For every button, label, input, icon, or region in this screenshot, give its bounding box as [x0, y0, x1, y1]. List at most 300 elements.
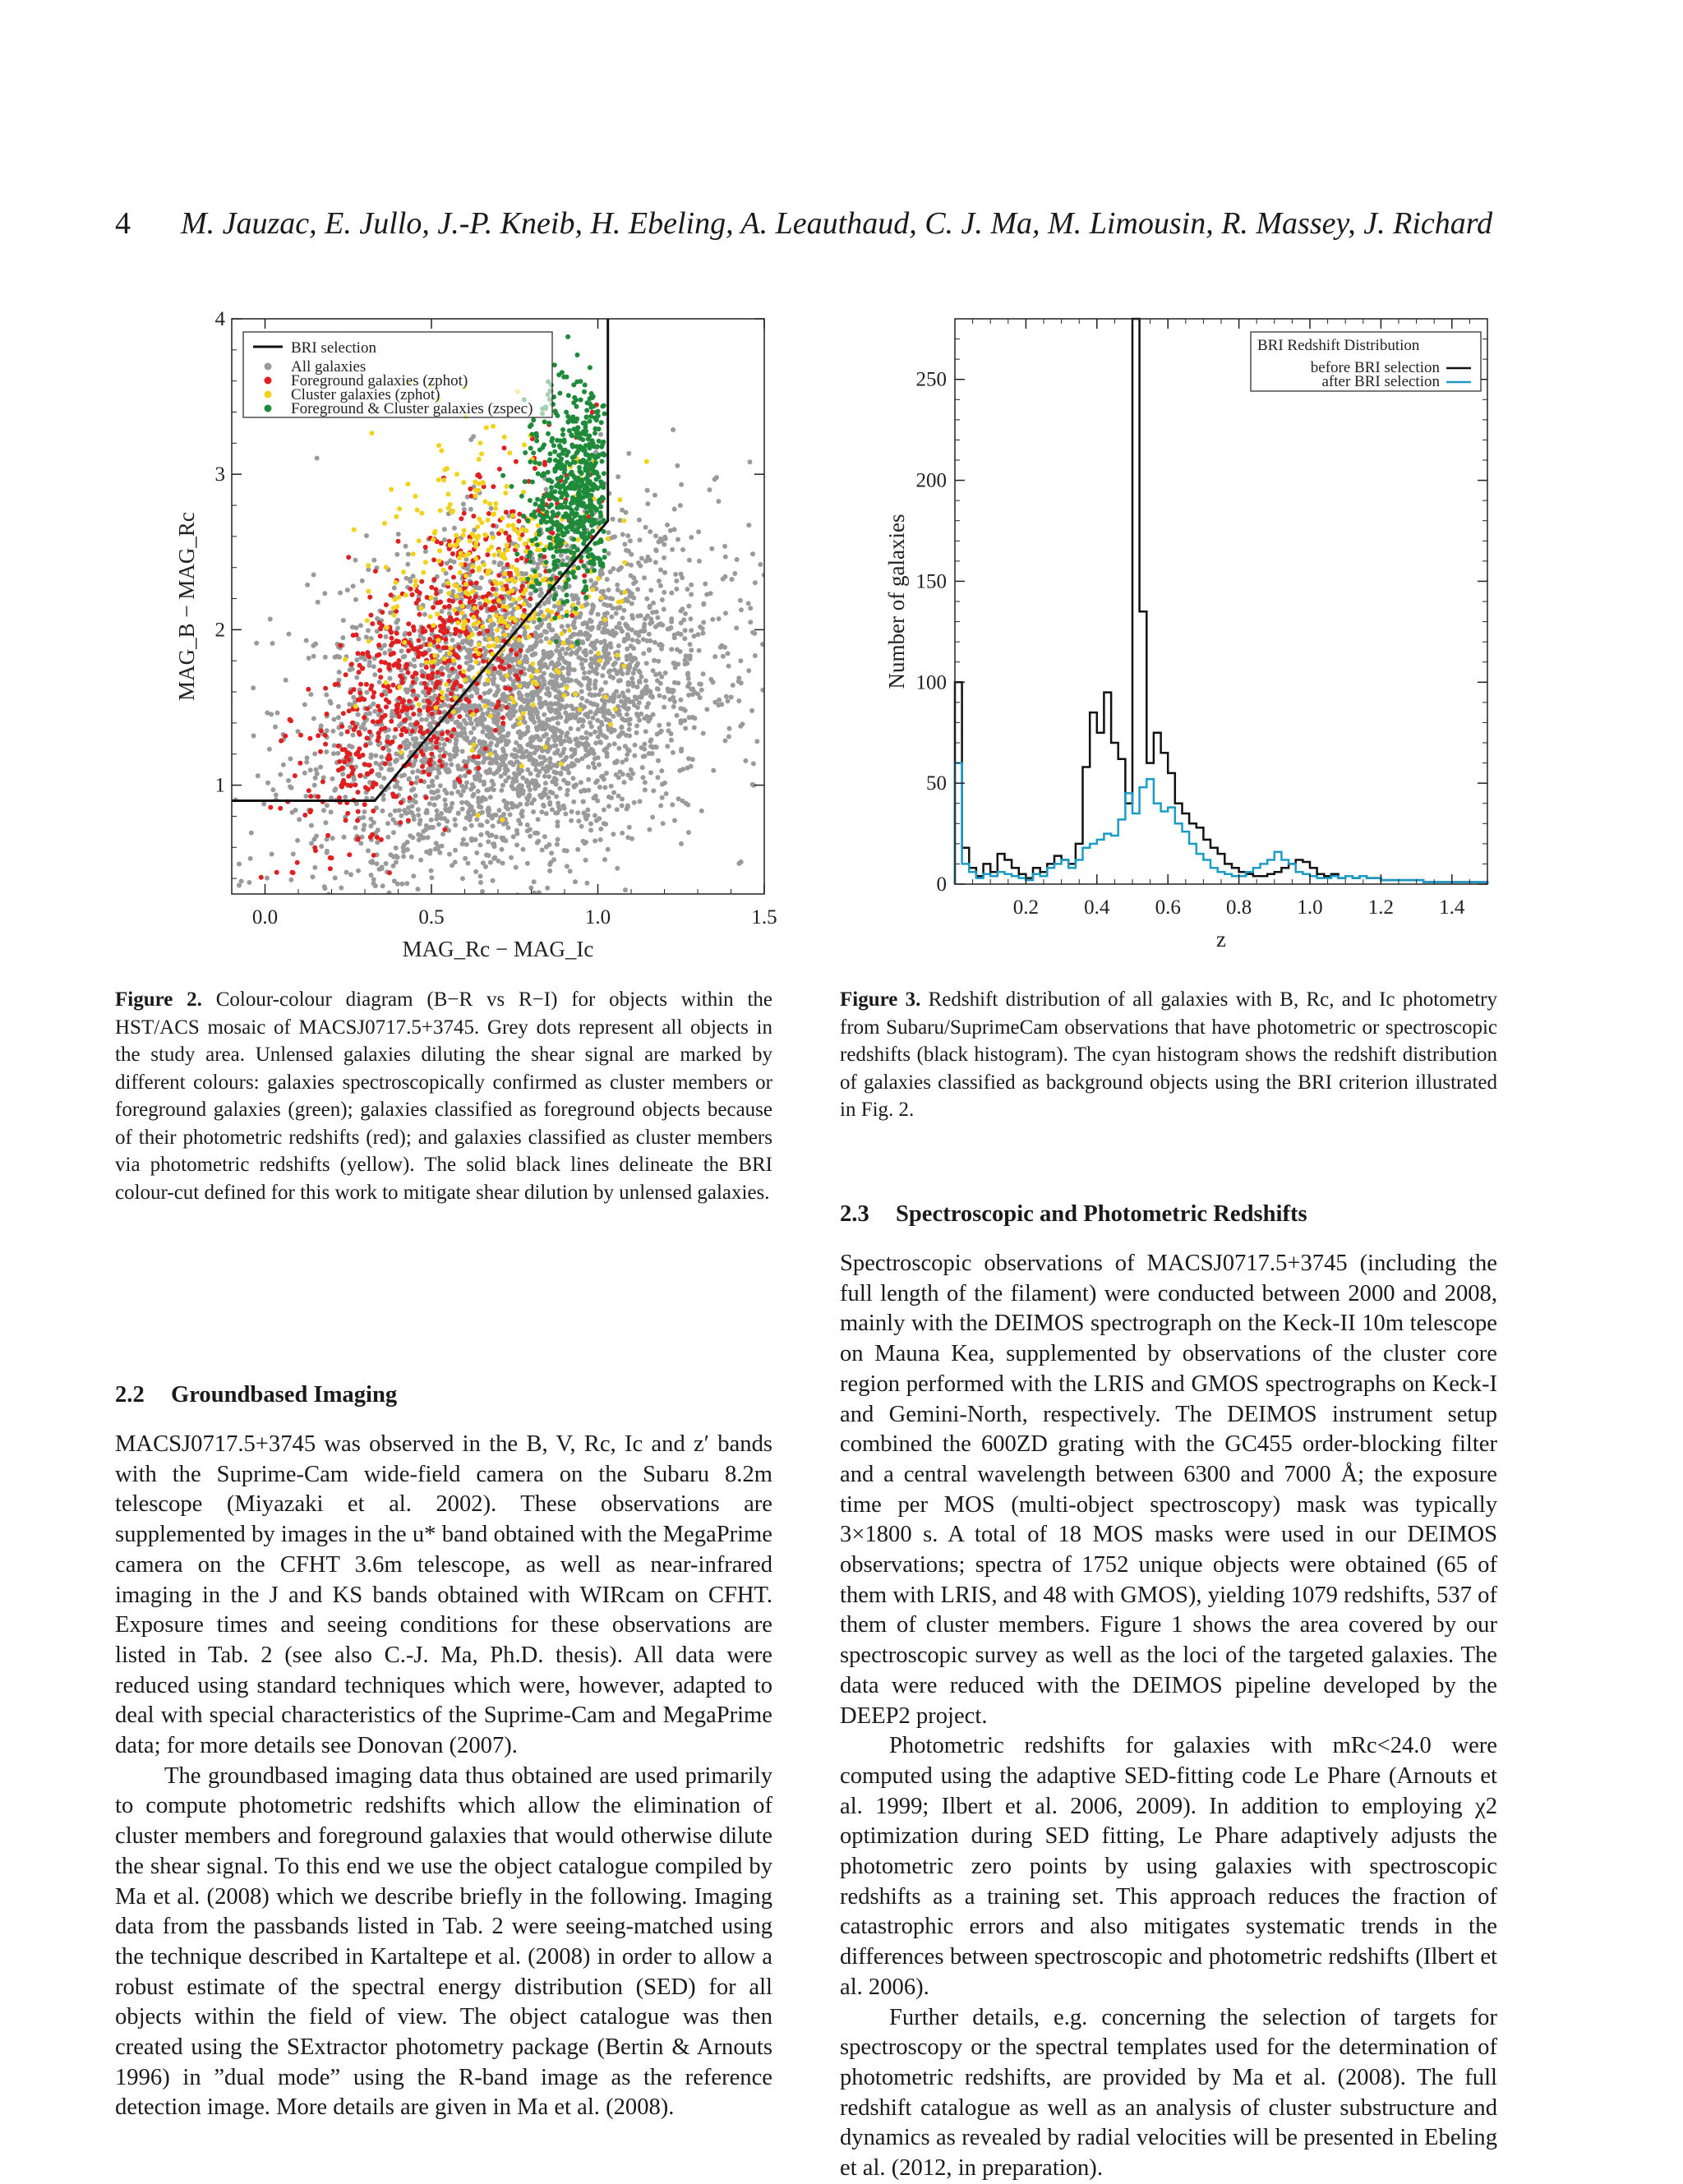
point-foreground [582, 574, 587, 578]
point-spec [579, 398, 583, 403]
point-all-galaxies [609, 615, 614, 620]
point-all-galaxies [514, 740, 519, 745]
point-spec [587, 492, 592, 497]
point-all-galaxies [375, 772, 380, 777]
point-all-galaxies [580, 666, 585, 670]
point-foreground [414, 601, 419, 606]
point-spec [574, 506, 579, 511]
point-cluster [535, 669, 540, 674]
point-all-galaxies [519, 643, 524, 648]
point-spec [549, 485, 554, 490]
point-all-galaxies [640, 765, 645, 770]
point-all-galaxies [460, 703, 465, 708]
point-all-galaxies [451, 905, 456, 910]
point-all-galaxies [497, 767, 502, 772]
point-all-galaxies [775, 634, 780, 639]
point-all-galaxies [453, 822, 458, 827]
point-all-galaxies [288, 878, 293, 882]
point-foreground [496, 657, 501, 661]
point-all-galaxies [519, 786, 523, 790]
point-all-galaxies [560, 766, 565, 771]
point-all-galaxies [388, 852, 393, 857]
point-foreground [407, 631, 412, 636]
point-all-galaxies [699, 688, 704, 693]
point-foreground [319, 729, 324, 734]
point-cluster [389, 487, 394, 492]
point-all-galaxies [416, 887, 421, 892]
point-all-galaxies [440, 666, 445, 670]
point-foreground [297, 761, 302, 766]
point-foreground [344, 755, 349, 760]
point-all-galaxies [491, 681, 496, 686]
point-spec [600, 459, 605, 464]
point-all-galaxies [606, 587, 611, 592]
point-all-galaxies [514, 832, 519, 836]
point-all-galaxies [743, 758, 748, 763]
point-cluster [459, 562, 463, 567]
point-all-galaxies [339, 731, 344, 736]
point-all-galaxies [473, 869, 478, 874]
point-spec [577, 447, 582, 452]
point-spec [587, 434, 592, 439]
point-foreground [430, 675, 435, 680]
point-all-galaxies [523, 654, 528, 659]
point-foreground [307, 736, 312, 741]
point-spec [552, 362, 557, 367]
point-foreground [306, 687, 311, 692]
point-all-galaxies [555, 750, 560, 755]
point-all-galaxies [588, 662, 593, 667]
point-all-galaxies [423, 748, 428, 753]
point-all-galaxies [307, 656, 311, 661]
point-foreground [398, 820, 403, 825]
point-all-galaxies [314, 919, 319, 924]
point-all-galaxies [519, 707, 524, 712]
point-all-galaxies [390, 714, 394, 719]
point-all-galaxies [508, 905, 513, 910]
point-all-galaxies [551, 857, 556, 862]
point-all-galaxies [525, 684, 530, 689]
point-all-galaxies [372, 709, 377, 714]
point-foreground [293, 773, 297, 778]
point-all-galaxies [453, 817, 458, 822]
point-all-galaxies [350, 624, 355, 629]
point-all-galaxies [608, 596, 613, 601]
point-cluster [535, 547, 540, 552]
point-spec [547, 569, 552, 574]
point-all-galaxies [557, 786, 562, 791]
point-spec [542, 547, 546, 552]
point-cluster [477, 517, 482, 522]
point-foreground [363, 743, 368, 748]
point-spec [599, 420, 604, 425]
point-all-galaxies [676, 537, 680, 542]
point-all-galaxies [574, 758, 579, 763]
point-foreground [445, 730, 450, 735]
point-spec [554, 536, 559, 541]
point-all-galaxies [672, 818, 677, 823]
point-cluster [482, 500, 487, 505]
point-all-galaxies [602, 785, 607, 790]
point-all-galaxies [688, 616, 693, 621]
point-cluster [562, 693, 567, 698]
point-all-galaxies [286, 778, 291, 783]
point-foreground [378, 626, 383, 631]
point-all-galaxies [528, 916, 533, 921]
point-cluster [394, 580, 399, 585]
point-foreground [367, 763, 372, 767]
point-all-galaxies [303, 794, 308, 799]
point-foreground [347, 708, 352, 713]
point-all-galaxies [593, 679, 598, 684]
point-all-galaxies [609, 645, 614, 650]
point-foreground [371, 853, 376, 858]
point-all-galaxies [625, 533, 630, 538]
point-cluster [473, 480, 477, 485]
point-spec [534, 439, 539, 444]
point-all-galaxies [598, 432, 603, 437]
point-foreground [417, 638, 422, 643]
point-all-galaxies [471, 809, 476, 813]
point-foreground [356, 836, 361, 841]
point-all-galaxies [308, 692, 313, 697]
point-foreground [328, 855, 333, 860]
point-all-galaxies [606, 670, 611, 675]
point-foreground [367, 730, 372, 735]
point-all-galaxies [563, 915, 568, 919]
point-foreground [325, 833, 330, 838]
point-all-galaxies [568, 726, 573, 731]
point-all-galaxies [270, 641, 275, 646]
point-all-galaxies [544, 487, 549, 492]
point-foreground [462, 511, 467, 516]
point-foreground [323, 733, 328, 738]
point-all-galaxies [430, 779, 435, 784]
point-all-galaxies [371, 664, 376, 669]
point-foreground [422, 769, 427, 774]
point-cluster [487, 637, 492, 642]
point-cluster [522, 442, 527, 447]
point-all-galaxies [593, 838, 597, 843]
point-all-galaxies [468, 658, 473, 663]
point-spec [553, 592, 558, 597]
point-all-galaxies [674, 578, 679, 583]
point-foreground [368, 687, 373, 692]
point-all-galaxies [596, 755, 601, 760]
point-all-galaxies [477, 920, 482, 925]
point-all-galaxies [351, 583, 356, 588]
point-all-galaxies [469, 823, 474, 828]
point-all-galaxies [630, 616, 635, 621]
point-all-galaxies [405, 847, 410, 852]
point-all-galaxies [213, 755, 218, 760]
point-cluster [442, 657, 447, 661]
point-all-galaxies [588, 578, 593, 583]
point-foreground [399, 800, 403, 805]
point-foreground [457, 714, 462, 719]
point-foreground [362, 802, 367, 807]
point-all-galaxies [569, 809, 574, 814]
point-foreground [509, 647, 514, 652]
point-all-galaxies [376, 924, 381, 929]
point-cluster [507, 450, 512, 455]
point-foreground [447, 598, 452, 603]
point-all-galaxies [748, 459, 753, 464]
point-foreground [396, 665, 401, 670]
point-cluster [382, 521, 387, 526]
point-cluster [476, 533, 481, 538]
point-foreground [418, 725, 423, 730]
point-cluster [392, 613, 397, 618]
point-cluster [431, 623, 436, 628]
point-all-galaxies [722, 544, 727, 549]
point-foreground [411, 712, 416, 716]
point-foreground [407, 698, 412, 703]
point-all-galaxies [576, 818, 581, 823]
point-all-galaxies [748, 620, 753, 624]
point-all-galaxies [452, 783, 457, 788]
point-all-galaxies [333, 876, 338, 881]
point-cluster [565, 685, 569, 690]
point-all-galaxies [739, 680, 744, 685]
point-foreground [500, 721, 505, 726]
point-all-galaxies [729, 695, 734, 700]
point-all-galaxies [597, 763, 602, 767]
point-all-galaxies [488, 624, 493, 629]
point-all-galaxies [499, 739, 504, 744]
point-foreground [302, 813, 307, 818]
point-all-galaxies [660, 623, 665, 628]
point-foreground [418, 749, 423, 754]
point-all-galaxies [683, 628, 688, 633]
point-all-galaxies [630, 638, 635, 643]
point-spec [576, 565, 581, 570]
point-all-galaxies [685, 661, 689, 666]
point-foreground [346, 555, 351, 560]
point-cluster [510, 564, 515, 569]
point-all-galaxies [570, 633, 575, 638]
point-all-galaxies [546, 737, 551, 742]
point-foreground [452, 652, 457, 657]
point-spec [567, 428, 572, 433]
point-all-galaxies [473, 898, 478, 903]
point-all-galaxies [361, 827, 366, 832]
point-foreground [362, 762, 367, 767]
point-all-galaxies [472, 703, 477, 708]
point-all-galaxies [567, 712, 572, 717]
point-all-galaxies [587, 682, 592, 687]
point-all-galaxies [601, 733, 606, 738]
point-all-galaxies [509, 855, 514, 860]
point-all-galaxies [373, 883, 378, 888]
point-all-galaxies [620, 831, 625, 836]
point-all-galaxies [545, 886, 550, 891]
point-all-galaxies [620, 508, 625, 513]
point-all-galaxies [611, 606, 616, 611]
point-cluster [486, 569, 491, 574]
point-all-galaxies [739, 859, 744, 864]
point-all-galaxies [403, 811, 408, 816]
point-cluster [517, 721, 522, 726]
point-all-galaxies [233, 897, 238, 902]
point-foreground [437, 680, 442, 685]
point-all-galaxies [644, 597, 649, 601]
point-spec [546, 470, 551, 475]
point-all-galaxies [417, 837, 422, 842]
point-all-galaxies [671, 427, 676, 432]
point-foreground [459, 516, 463, 521]
point-foreground [394, 631, 399, 636]
point-all-galaxies [464, 655, 469, 660]
point-all-galaxies [529, 801, 534, 806]
colour-colour-diagram [164, 304, 789, 961]
point-all-galaxies [371, 877, 376, 882]
point-foreground [413, 721, 418, 726]
point-all-galaxies [542, 834, 547, 839]
point-foreground [366, 772, 371, 776]
point-foreground [355, 750, 360, 755]
point-all-galaxies [480, 810, 485, 815]
point-spec [547, 458, 552, 463]
point-all-galaxies [571, 799, 576, 804]
point-all-galaxies [251, 734, 256, 739]
running-header [115, 205, 1561, 247]
point-cluster [470, 748, 475, 753]
point-foreground [328, 866, 333, 871]
point-all-galaxies [478, 873, 483, 878]
point-cluster [436, 443, 441, 448]
point-all-galaxies [544, 629, 549, 634]
point-foreground [333, 682, 338, 687]
point-all-galaxies [671, 750, 676, 755]
point-all-galaxies [735, 557, 740, 562]
point-all-galaxies [543, 787, 548, 792]
point-cluster [541, 614, 546, 619]
point-cluster [446, 591, 451, 596]
point-all-galaxies [670, 802, 675, 807]
point-all-galaxies [579, 780, 583, 785]
point-all-galaxies [340, 635, 345, 640]
point-all-galaxies [591, 645, 596, 650]
point-all-galaxies [526, 706, 531, 711]
point-all-galaxies [605, 660, 610, 665]
point-all-galaxies [681, 707, 686, 712]
point-all-galaxies [430, 746, 435, 751]
point-spec [585, 504, 590, 509]
point-all-galaxies [671, 688, 676, 693]
point-cluster [427, 643, 432, 647]
point-all-galaxies [528, 834, 533, 839]
point-all-galaxies [321, 808, 326, 813]
point-cluster [461, 669, 466, 674]
point-all-galaxies [602, 808, 606, 813]
point-foreground [391, 663, 396, 668]
point-all-galaxies [431, 825, 436, 830]
point-foreground [431, 639, 436, 644]
point-all-galaxies [638, 799, 643, 804]
point-all-galaxies [528, 772, 533, 776]
point-all-galaxies [629, 574, 634, 578]
point-all-galaxies [499, 788, 504, 793]
point-foreground [360, 652, 365, 657]
point-all-galaxies [270, 787, 275, 792]
point-all-galaxies [219, 712, 224, 716]
point-cluster [436, 477, 441, 482]
point-all-galaxies [454, 741, 459, 746]
point-all-galaxies [620, 797, 625, 802]
point-foreground [486, 511, 491, 516]
point-foreground [403, 666, 408, 670]
point-all-galaxies [701, 731, 706, 736]
point-all-galaxies [668, 528, 673, 533]
point-spec [566, 393, 571, 398]
point-cluster [556, 601, 561, 606]
point-all-galaxies [469, 838, 474, 843]
point-all-galaxies [521, 847, 526, 852]
point-foreground [410, 592, 415, 597]
point-all-galaxies [600, 722, 605, 727]
point-all-galaxies [524, 802, 529, 807]
point-cluster [402, 640, 407, 645]
point-all-galaxies [611, 790, 616, 795]
point-all-galaxies [571, 776, 576, 781]
point-foreground [357, 773, 362, 778]
point-all-galaxies [510, 780, 515, 785]
point-all-galaxies [688, 657, 693, 661]
point-foreground [259, 875, 264, 880]
point-all-galaxies [680, 547, 685, 552]
point-all-galaxies [406, 805, 411, 810]
point-all-galaxies [545, 717, 550, 722]
point-cluster [455, 620, 460, 625]
point-spec [598, 505, 603, 509]
point-all-galaxies [671, 661, 676, 666]
point-foreground [528, 597, 533, 601]
point-foreground [423, 545, 428, 550]
point-foreground [500, 716, 505, 721]
point-all-galaxies [478, 912, 483, 917]
point-all-galaxies [689, 592, 694, 597]
point-all-galaxies [558, 735, 563, 740]
point-all-galaxies [642, 575, 647, 580]
point-cluster [461, 480, 466, 485]
point-all-galaxies [629, 563, 634, 568]
point-all-galaxies [542, 601, 546, 606]
point-all-galaxies [539, 591, 544, 596]
point-all-galaxies [712, 477, 717, 481]
point-foreground [380, 693, 385, 698]
point-all-galaxies [486, 808, 491, 813]
point-spec [537, 448, 542, 453]
point-all-galaxies [521, 572, 526, 577]
point-all-galaxies [491, 772, 496, 776]
point-foreground [474, 581, 479, 586]
point-all-galaxies [402, 632, 407, 637]
point-spec [537, 461, 542, 466]
point-foreground [323, 686, 328, 691]
point-cluster [486, 644, 491, 649]
point-all-galaxies [620, 730, 625, 735]
point-spec [525, 518, 530, 523]
point-foreground [439, 541, 444, 546]
point-all-galaxies [784, 693, 789, 698]
point-all-galaxies [399, 648, 404, 653]
point-all-galaxies [505, 733, 510, 738]
point-all-galaxies [650, 815, 655, 820]
point-all-galaxies [539, 809, 544, 814]
point-all-galaxies [475, 817, 480, 822]
point-all-galaxies [554, 794, 559, 799]
